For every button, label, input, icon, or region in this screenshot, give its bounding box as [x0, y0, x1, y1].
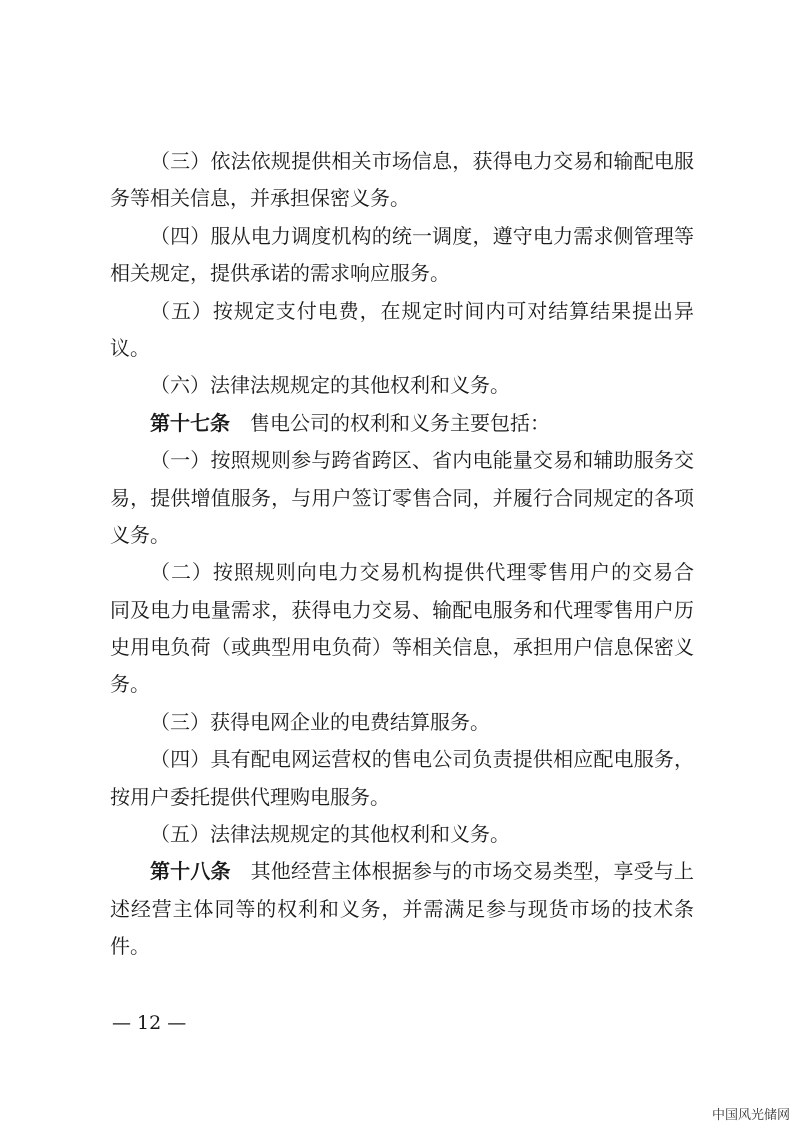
text-line	[110, 592, 694, 629]
line-text: 按用户委托提供代理购电服务。	[110, 784, 390, 809]
line-text: 相关规定，提供承诺的需求响应服务。	[110, 261, 450, 286]
line-text: 务等相关信息，并承担保密义务。	[110, 186, 410, 211]
text-line	[110, 255, 694, 292]
text-line	[110, 218, 694, 255]
line-text: （五）按规定支付电费，在规定时间内可对结算结果提出异	[150, 298, 694, 323]
article-line	[110, 853, 694, 890]
line-text: 务。	[110, 672, 150, 697]
line-text: （一）按照规则参与跨省跨区、省内电能量交易和辅助服务交	[150, 448, 694, 473]
article-heading: 第十八条	[150, 859, 231, 884]
text-line	[110, 629, 694, 666]
line-text: （三）获得电网企业的电费结算服务。	[150, 709, 490, 734]
line-text: （二）按照规则向电力交易机构提供代理零售用户的交易合	[150, 560, 694, 585]
text-line	[110, 779, 694, 816]
line-text: 其他经营主体根据参与的市场交易类型，享受与上	[250, 859, 695, 884]
text-line	[110, 928, 694, 965]
line-text: （四）服从电力调度机构的统一调度，遵守电力需求侧管理等	[150, 223, 694, 248]
page-number: — 12 —	[112, 1012, 187, 1034]
line-text: 史用电负荷（或典型用电负荷）等相关信息，承担用户信息保密义	[110, 635, 694, 660]
line-text: 义务。	[110, 522, 170, 547]
text-line	[110, 442, 694, 479]
line-text: 议。	[110, 335, 150, 360]
line-text: （五）法律法规规定的其他权利和义务。	[150, 822, 510, 847]
article-heading: 第十七条	[150, 410, 230, 435]
line-text: 述经营主体同等的权利和义务，并需满足参与现货市场的技术条	[110, 896, 694, 921]
line-text: 售电公司的权利和义务主要包括：	[250, 410, 550, 435]
line-text: （六）法律法规规定的其他权利和义务。	[150, 373, 510, 398]
text-line	[110, 367, 694, 404]
text-line	[110, 330, 694, 367]
line-text: （三）依法依规提供相关市场信息，获得电力交易和输配电服	[150, 149, 694, 173]
text-line	[110, 741, 694, 778]
text-line	[110, 704, 694, 741]
text-line	[110, 143, 694, 180]
text-line	[110, 816, 694, 853]
text-line	[110, 180, 694, 217]
text-line	[110, 480, 694, 517]
article-line	[110, 405, 694, 442]
document-body	[110, 143, 694, 966]
text-line	[110, 891, 694, 928]
site-watermark: 中国风光储网	[711, 1108, 790, 1123]
line-text: 件。	[110, 934, 150, 959]
text-line	[110, 554, 694, 591]
line-text: （四）具有配电网运营权的售电公司负责提供相应配电服务，	[150, 747, 694, 772]
line-text: 同及电力电量需求，获得电力交易、输配电服务和代理零售用户历	[110, 597, 694, 622]
line-text: 易，提供增值服务，与用户签订零售合同，并履行合同规定的各项	[110, 485, 694, 510]
text-line	[110, 666, 694, 703]
text-line	[110, 293, 694, 330]
text-line	[110, 517, 694, 554]
